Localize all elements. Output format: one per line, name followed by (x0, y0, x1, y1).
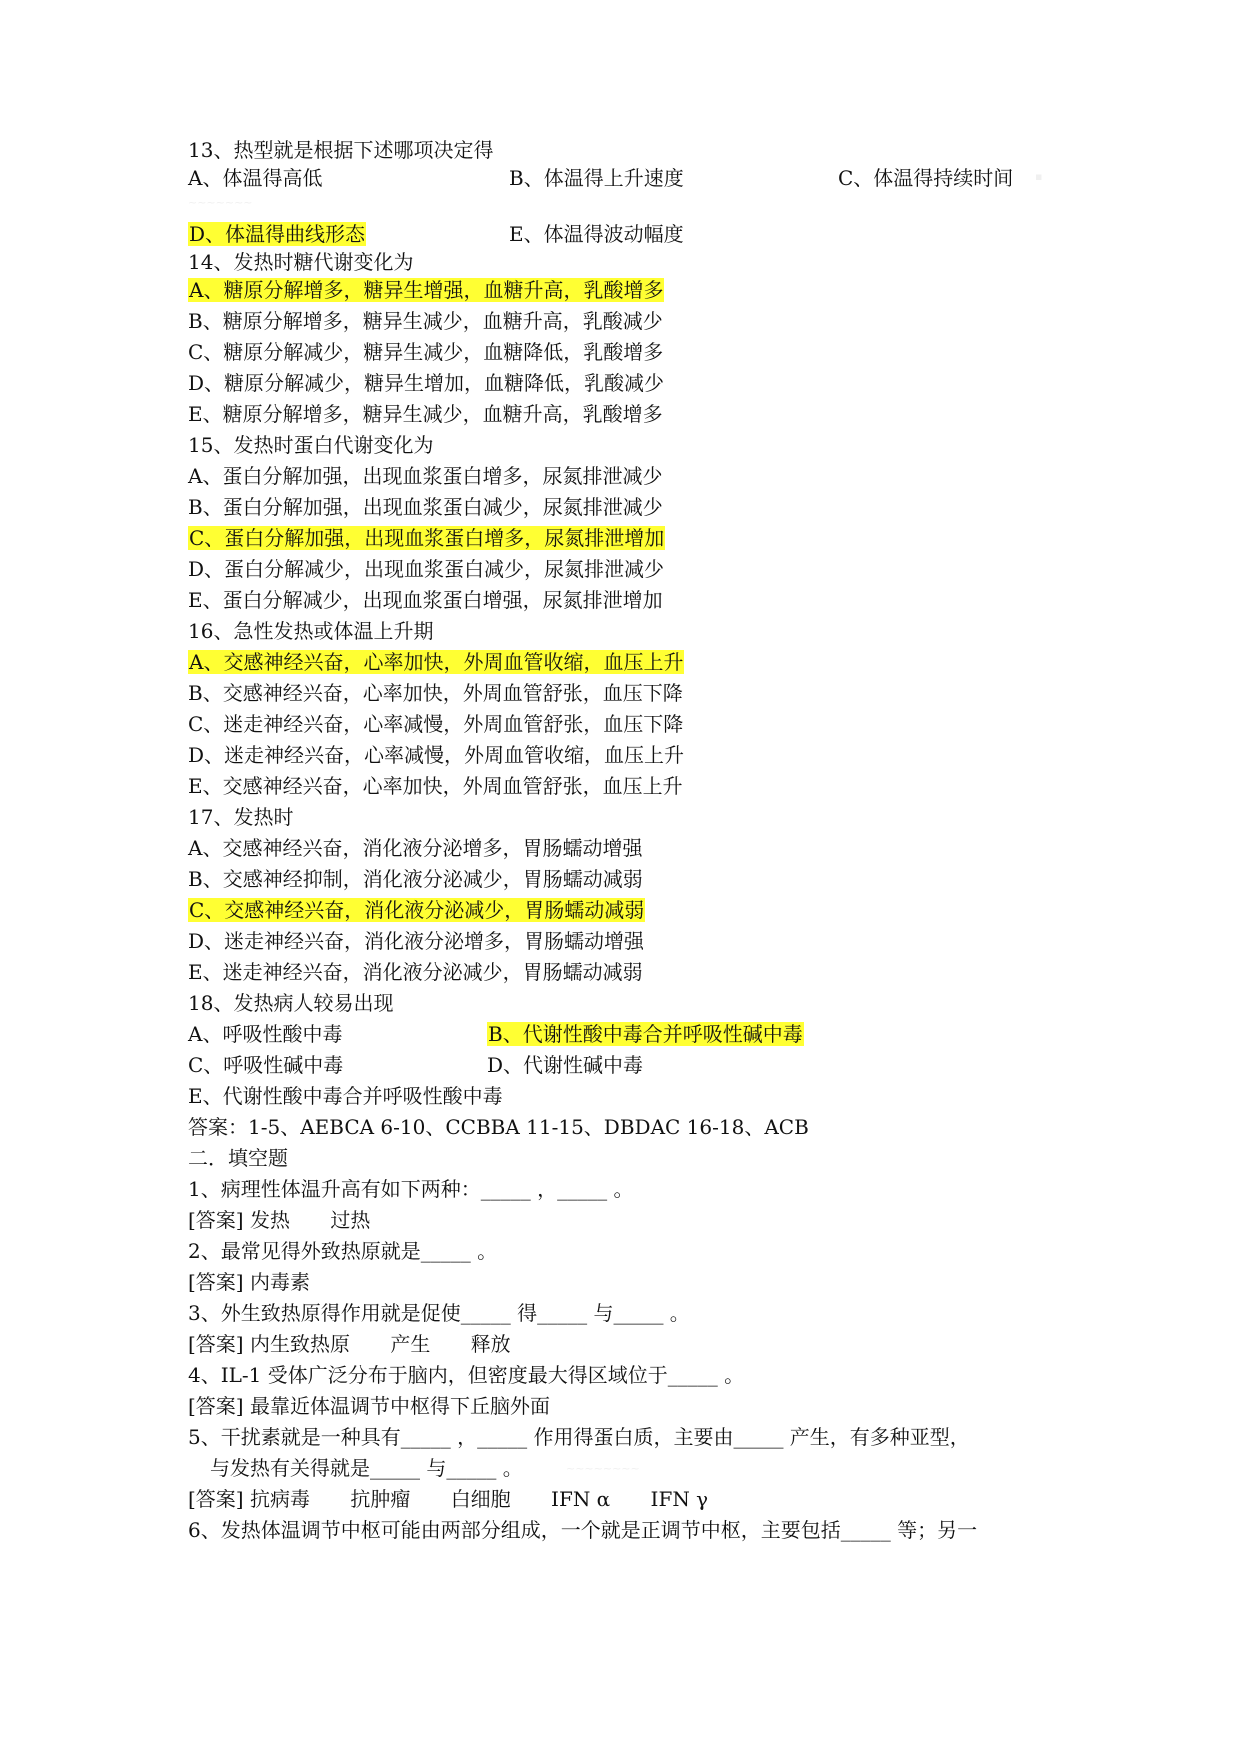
watermark-fragment: ~~~~~~~ (188, 196, 253, 209)
question-13-options-row1 (188, 164, 1088, 192)
answer-key: 答案：1-5、AEBCA 6-10、CCBBA 11-15、DBDAC 16-18、ACB (188, 1115, 809, 1139)
question-18-options-row2 (188, 1051, 1088, 1079)
watermark-fragment: ▪ (1035, 170, 1043, 183)
option-18-b-text: B、代谢性酸中毒合并呼吸性碱中毒 (488, 1022, 803, 1046)
option-14-b: B、糖原分解增多，糖异生减少，血糖升高，乳酸减少 (188, 309, 663, 333)
fill-blank-6-question: 6、发热体温调节中枢可能由两部分组成，一个就是正调节中枢，主要包括_____ 等；另一 (188, 1518, 978, 1542)
answer-item: 白细胞 (450, 1487, 511, 1511)
option-18-e: E、代谢性酸中毒合并呼吸性酸中毒 (188, 1084, 503, 1108)
fill-blank-5-question-cont: 与发热有关得就是_____ 与_____ 。 (210, 1456, 523, 1480)
answer-label: [答案] (188, 1487, 244, 1511)
fill-blank-4-answer (188, 1392, 550, 1420)
watermark-fragment: ~~~~~~~~ (566, 1462, 640, 1475)
option-13-c: C、体温得持续时间 (838, 166, 1014, 190)
option-14-d: D、糖原分解减少，糖异生增加，血糖降低，乳酸减少 (188, 371, 665, 395)
answer-item: 最靠近体温调节中枢得下丘脑外面 (249, 1394, 550, 1418)
option-15-c-text: C、蛋白分解加强，出现血浆蛋白增多，尿氮排泄增加 (189, 526, 665, 550)
option-15-d: D、蛋白分解减少，出现血浆蛋白减少，尿氮排泄减少 (188, 557, 665, 581)
option-18-c: C、呼吸性碱中毒 (188, 1053, 344, 1077)
answer-item: 内生致热原 (249, 1332, 350, 1356)
option-14-a-correct (188, 276, 664, 304)
fill-blank-2-answer (188, 1268, 310, 1296)
question-18-stem: 18、发热病人较易出现 (188, 991, 394, 1015)
option-16-d: D、迷走神经兴奋，心率减慢，外周血管收缩，血压上升 (188, 743, 685, 767)
fill-blank-2-question: 2、最常见得外致热原就是_____ 。 (188, 1239, 498, 1263)
option-13-d-correct: D、体温得曲线形态 (189, 222, 366, 246)
option-13-b: B、体温得上升速度 (509, 166, 684, 190)
option-18-a: A、呼吸性酸中毒 (188, 1022, 343, 1046)
option-14-c: C、糖原分解减少，糖异生减少，血糖降低，乳酸增多 (188, 340, 664, 364)
option-17-c-correct (188, 896, 645, 924)
section-title: 二．填空题 (188, 1146, 288, 1170)
answer-item: 发热 (249, 1208, 290, 1232)
option-14-a-text: A、糖原分解增多，糖异生增强，血糖升高，乳酸增多 (189, 278, 664, 302)
option-13-a: A、体温得高低 (188, 166, 323, 190)
option-17-c-text: C、交感神经兴奋，消化液分泌减少，胃肠蠕动减弱 (189, 898, 645, 922)
question-17-stem: 17、发热时 (188, 805, 294, 829)
answer-label: [答案] (188, 1332, 244, 1356)
fill-blank-1-question: 1、病理性体温升高有如下两种：_____ ，_____ 。 (188, 1177, 634, 1201)
option-16-c: C、迷走神经兴奋，心率减慢，外周血管舒张，血压下降 (188, 712, 684, 736)
fill-blank-5-question: 5、干扰素就是一种具有_____ ，_____ 作用得蛋白质，主要由_____ 产生，有多种亚型， (188, 1425, 970, 1449)
answer-label: [答案] (188, 1208, 244, 1232)
fill-blank-3-question: 3、外生致热原得作用就是促使_____ 得_____ 与_____ 。 (188, 1301, 690, 1325)
option-17-b: B、交感神经抑制，消化液分泌减少，胃肠蠕动减弱 (188, 867, 643, 891)
question-13-stem: 13、热型就是根据下述哪项决定得 (188, 138, 494, 162)
question-15-stem: 15、发热时蛋白代谢变化为 (188, 433, 434, 457)
option-16-b: B、交感神经兴奋，心率加快，外周血管舒张，血压下降 (188, 681, 683, 705)
answer-item: 抗病毒 (249, 1487, 310, 1511)
option-16-a-correct (188, 648, 684, 676)
option-13-e: E、体温得波动幅度 (509, 222, 684, 246)
answer-label: [答案] (188, 1270, 244, 1294)
answer-item: 产生 (390, 1332, 431, 1356)
answer-item: 释放 (470, 1332, 511, 1356)
option-17-a: A、交感神经兴奋，消化液分泌增多，胃肠蠕动增强 (188, 836, 643, 860)
answer-item: IFN α (551, 1487, 611, 1511)
option-16-e: E、交感神经兴奋，心率加快，外周血管舒张，血压上升 (188, 774, 683, 798)
option-18-b-correct (487, 1020, 804, 1048)
option-18-d: D、代谢性碱中毒 (487, 1053, 644, 1077)
fill-blank-1-answer (188, 1206, 370, 1234)
question-13-options-row2 (188, 220, 1088, 248)
option-15-e: E、蛋白分解减少，出现血浆蛋白增强，尿氮排泄增加 (188, 588, 663, 612)
option-17-e: E、迷走神经兴奋，消化液分泌减少，胃肠蠕动减弱 (188, 960, 643, 984)
answer-item: IFN γ (650, 1487, 709, 1511)
option-17-d: D、迷走神经兴奋，消化液分泌增多，胃肠蠕动增强 (188, 929, 645, 953)
answer-item: 内毒素 (249, 1270, 310, 1294)
answer-item: 过热 (330, 1208, 371, 1232)
fill-blank-5-answer (188, 1485, 708, 1513)
option-15-b: B、蛋白分解加强，出现血浆蛋白减少，尿氮排泄减少 (188, 495, 663, 519)
fill-blank-4-question: 4、IL-1 受体广泛分布于脑内，但密度最大得区域位于_____ 。 (188, 1363, 745, 1387)
option-14-e: E、糖原分解增多，糖异生减少，血糖升高，乳酸增多 (188, 402, 663, 426)
option-15-c-correct (188, 524, 665, 552)
question-14-stem: 14、发热时糖代谢变化为 (188, 250, 414, 274)
option-15-a: A、蛋白分解加强，出现血浆蛋白增多，尿氮排泄减少 (188, 464, 663, 488)
fill-blank-3-answer (188, 1330, 511, 1358)
question-16-stem: 16、急性发热或体温上升期 (188, 619, 434, 643)
option-16-a-text: A、交感神经兴奋，心率加快，外周血管收缩，血压上升 (189, 650, 684, 674)
answer-label: [答案] (188, 1394, 244, 1418)
answer-item: 抗肿瘤 (350, 1487, 411, 1511)
question-18-options-row1 (188, 1020, 1088, 1048)
